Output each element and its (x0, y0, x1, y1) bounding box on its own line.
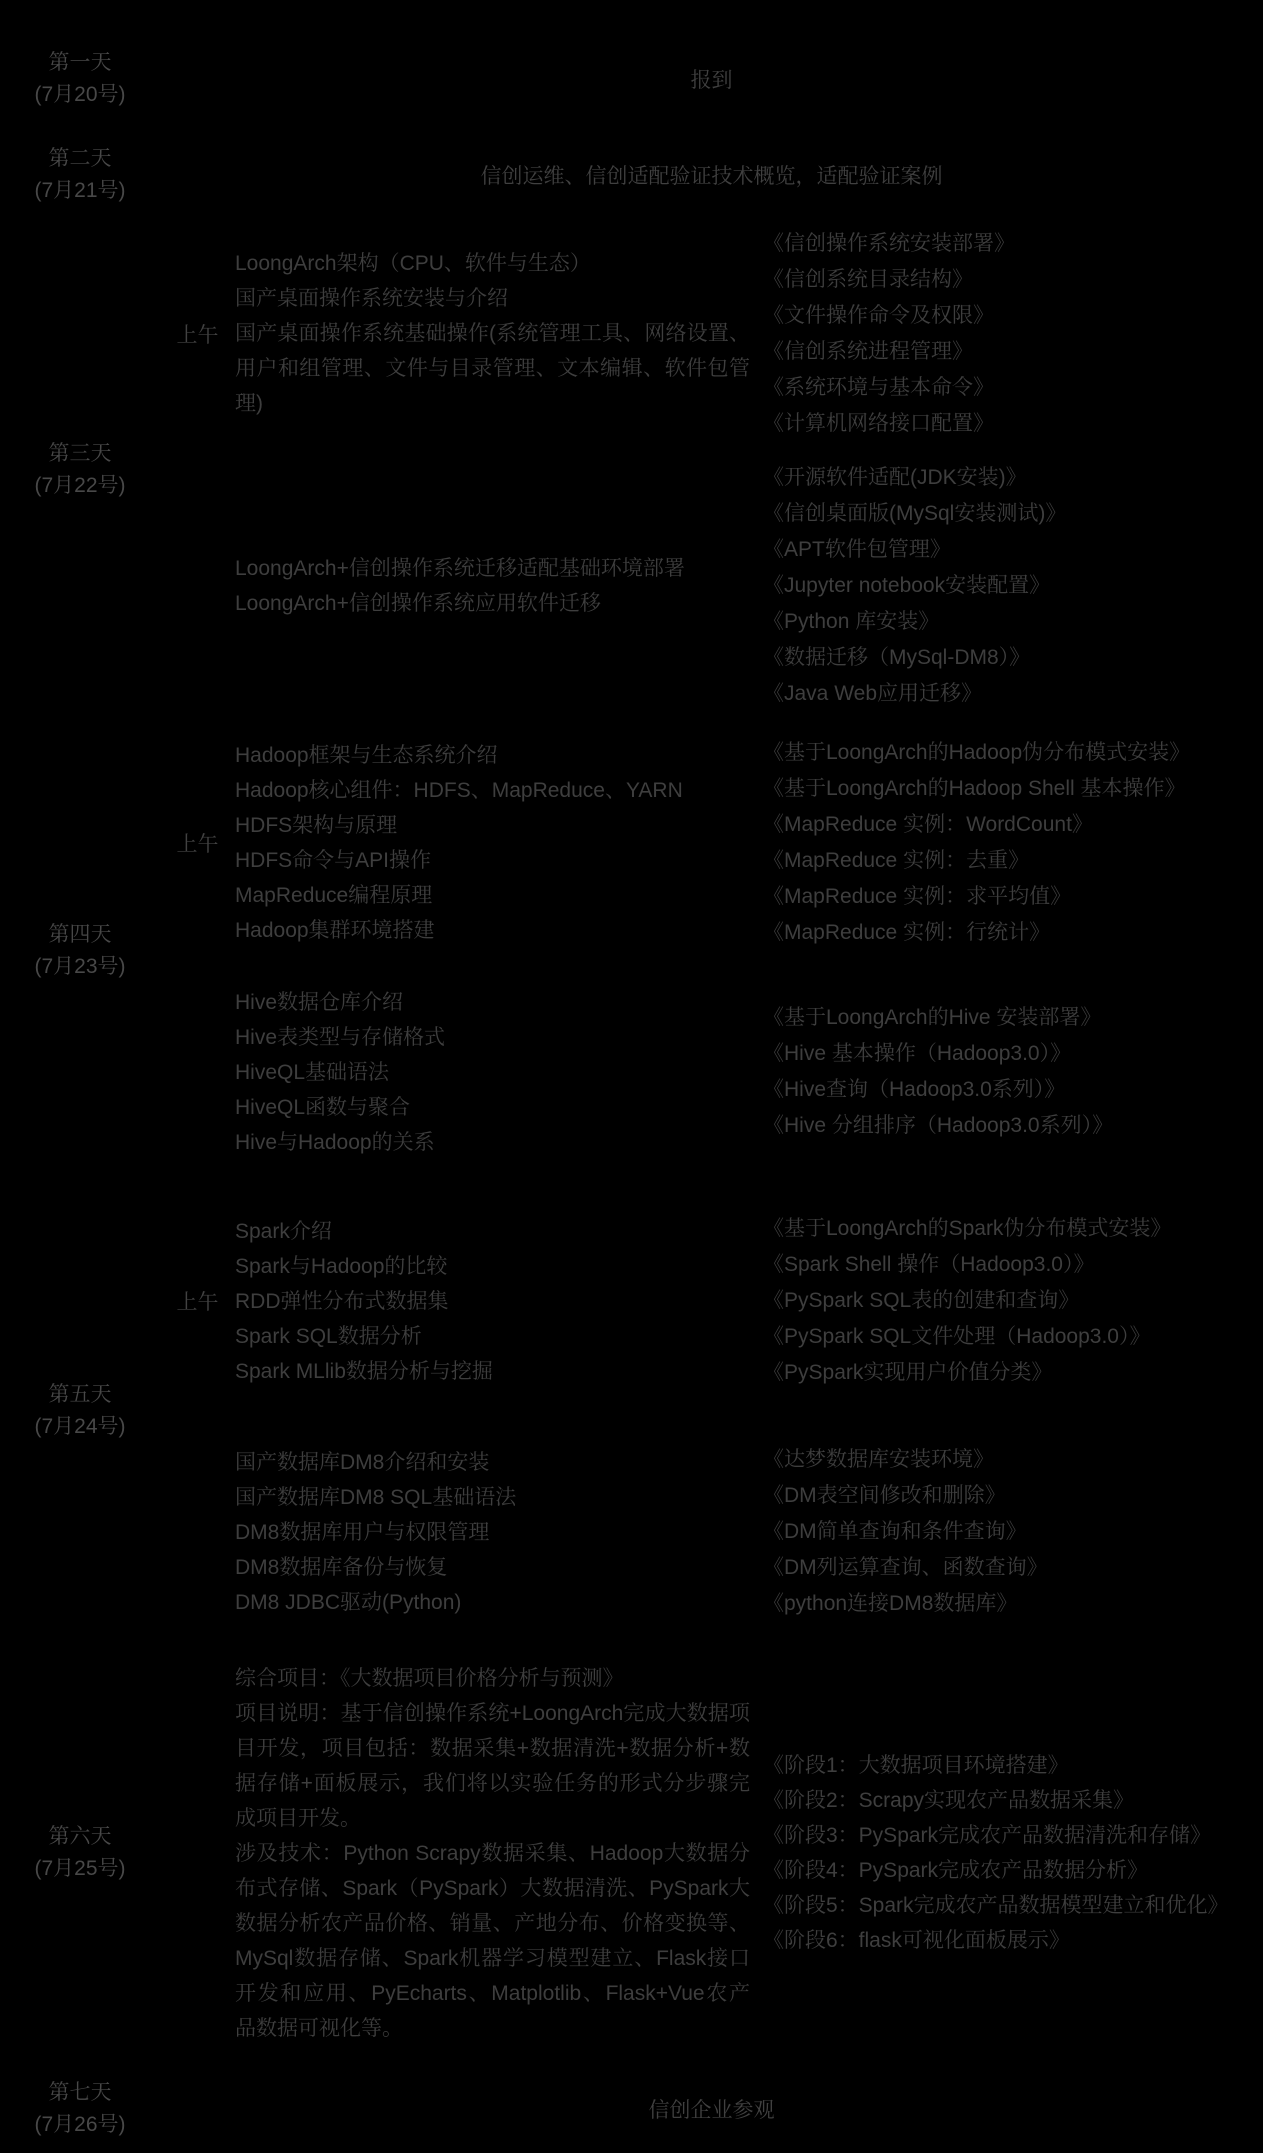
day-row (0, 1642, 1263, 2064)
experiment-item: 《MapReduce 实例：行统计》 (763, 921, 1051, 944)
experiment-item: 《信创系统进程管理》 (763, 339, 973, 363)
session-time-label (160, 450, 235, 722)
row-body (160, 1180, 1263, 1642)
course-list (235, 1180, 750, 1422)
experiment-list (763, 1180, 1263, 1422)
experiment-item: 《基于LoongArch的Spark伪分布模式安装》 (763, 1217, 1172, 1240)
merged-activity: 报到 (690, 69, 733, 92)
course-item: DM8 JDBC驱动(Python) (235, 1590, 462, 1614)
course-item: Hadoop核心组件：HDFS、MapReduce、YARN (235, 779, 683, 802)
row-body (160, 26, 1263, 132)
morning-session (160, 722, 1263, 964)
day-cell (0, 26, 160, 132)
day-name: 第一天 (48, 51, 112, 74)
experiment-item: 《Java Web应用迁移》 (763, 682, 982, 705)
course-list (235, 450, 750, 722)
experiment-item: 《MapReduce 实例：求平均值》 (763, 885, 1072, 908)
experiment-item: 《MapReduce 实例：WordCount》 (763, 813, 1093, 836)
day-date: (7月26号) (34, 2112, 126, 2136)
day-name: 第六天 (48, 1825, 112, 1848)
day-row (0, 722, 1263, 1180)
experiment-list (763, 1422, 1263, 1642)
merged-activity: 信创企业参观 (648, 2098, 775, 2122)
day-cell (0, 722, 160, 1180)
morning-session (160, 1180, 1263, 1422)
day-date: (7月20号) (34, 83, 126, 106)
experiment-item: 《系统环境与基本命令》 (763, 375, 994, 399)
row-body (160, 1642, 1263, 2064)
course-item: Hive表类型与存储格式 (235, 1025, 446, 1049)
day-name: 第三天 (48, 441, 112, 465)
project-paragraph: 涉及技术：Python Scrapy数据采集、Hadoop大数据分布式存储、Spark（PySpark）大数据清洗、PySpark大数据分析农产品价格、销量、产地分布、价格变换等、MySql数据存储、Spark机器学习模型建立、Flask接口开发和应用、PyEcharts、Matplotlib、Flask+Vue农产品数据可视化等。 (235, 1841, 750, 2040)
day-cell (0, 1642, 160, 2064)
course-item: LoongArch架构（CPU、软件与生态） (235, 252, 591, 275)
experiment-item: 《DM表空间修改和删除》 (763, 1484, 1006, 1507)
experiment-item: 《信创操作系统安装部署》 (763, 231, 1015, 255)
day-date: (7月25号) (34, 1857, 126, 1880)
day-cell (0, 217, 160, 722)
project-description (235, 1642, 750, 2064)
session-time-label: 上午 (176, 1291, 219, 1314)
course-item: LoongArch+信创操作系统迁移适配基础环境部署 (235, 557, 685, 580)
day-cell (0, 1180, 160, 1642)
course-list (235, 217, 750, 450)
experiment-item: 《计算机网络接口配置》 (763, 411, 994, 435)
experiment-list (763, 450, 1263, 722)
session-time-label (160, 1422, 235, 1642)
course-item: Hive数据仓库介绍 (235, 990, 404, 1014)
course-item: Spark介绍 (235, 1219, 332, 1243)
project-session (160, 1642, 1263, 2064)
session-time-label (160, 964, 235, 1180)
course-item: 国产数据库DM8 SQL基础语法 (235, 1485, 517, 1509)
session-time-label: 上午 (176, 833, 219, 856)
afternoon-session (160, 450, 1263, 722)
project-paragraph: 项目说明：基于信创操作系统+LoongArch完成大数据项目开发，项目包括：数据采集+数据清洗+数据分析+数据存储+面板展示，我们将以实验任务的形式分步骤完成项目开发。 (235, 1701, 750, 1830)
day-date: (7月24号) (34, 1415, 126, 1438)
afternoon-session (160, 1422, 1263, 1642)
experiment-item: 《开源软件适配(JDK安装)》 (763, 466, 1027, 489)
experiment-list (763, 964, 1263, 1180)
day-date: (7月22号) (34, 473, 126, 497)
afternoon-session (160, 964, 1263, 1180)
experiment-item: 《信创系统目录结构》 (763, 267, 973, 291)
experiment-item: 《基于LoongArch的Hadoop Shell 基本操作》 (763, 777, 1186, 800)
experiment-item: 《Hive 基本操作（Hadoop3.0）》 (763, 1042, 1072, 1065)
day-name: 第四天 (48, 923, 112, 946)
day-date: (7月21号) (34, 178, 126, 202)
merged-activity: 信创运维、信创适配验证技术概览，适配验证案例 (480, 164, 943, 188)
experiment-item: 《MapReduce 实例：去重》 (763, 849, 1030, 872)
course-item: HiveQL基础语法 (235, 1060, 390, 1084)
experiment-item: 《Jupyter notebook安装配置》 (763, 574, 1051, 597)
course-item: Spark SQL数据分析 (235, 1324, 422, 1348)
day-cell (0, 132, 160, 217)
day-row (0, 26, 1263, 132)
morning-session (160, 217, 1263, 450)
course-item: HiveQL函数与聚合 (235, 1095, 411, 1119)
day-name: 第七天 (48, 2080, 112, 2104)
course-list (235, 1422, 750, 1642)
project-paragraph: 综合项目：《大数据项目价格分析与预测》 (235, 1666, 624, 1690)
row-body (160, 132, 1263, 217)
experiment-item: 《DM列运算查询、函数查询》 (763, 1556, 1048, 1579)
experiment-item: 《阶段5：Spark完成农产品数据模型建立和优化》 (763, 1894, 1229, 1917)
row-body (160, 217, 1263, 722)
experiment-item: 《达梦数据库安装环境》 (763, 1448, 994, 1471)
course-item: DM8数据库备份与恢复 (235, 1555, 448, 1579)
day-row (0, 132, 1263, 217)
experiment-item: 《DM简单查询和条件查询》 (763, 1520, 1027, 1543)
experiment-item: 《PySpark SQL文件处理（Hadoop3.0）》 (763, 1325, 1151, 1348)
experiment-item: 《基于LoongArch的Hadoop伪分布模式安装》 (763, 741, 1191, 764)
course-list (235, 964, 750, 1180)
experiment-list (763, 1642, 1263, 2064)
experiment-item: 《阶段1：大数据项目环境搭建》 (763, 1754, 1069, 1777)
experiment-item: 《PySpark SQL表的创建和查询》 (763, 1289, 1080, 1312)
course-item: Spark与Hadoop的比较 (235, 1254, 448, 1278)
course-item: 国产桌面操作系统基础操作(系统管理工具、网络设置、用户和组管理、文件与目录管理、文本编辑、软件包管理) (235, 322, 750, 415)
experiment-list (763, 217, 1263, 450)
day-name: 第二天 (48, 146, 112, 170)
row-body (160, 722, 1263, 1180)
day-row (0, 2064, 1263, 2153)
course-item: 国产数据库DM8介绍和安装 (235, 1450, 490, 1474)
course-item: Hadoop框架与生态系统介绍 (235, 744, 498, 767)
day-date: (7月23号) (34, 955, 126, 978)
course-item: 国产桌面操作系统安装与介绍 (235, 287, 508, 310)
course-item: DM8数据库用户与权限管理 (235, 1520, 490, 1544)
course-item: LoongArch+信创操作系统应用软件迁移 (235, 592, 601, 615)
course-item: Hive与Hadoop的关系 (235, 1130, 435, 1154)
experiment-item: 《python连接DM8数据库》 (763, 1592, 1018, 1615)
day-row (0, 217, 1263, 722)
day-name: 第五天 (48, 1383, 112, 1406)
experiment-item: 《Spark Shell 操作（Hadoop3.0）》 (763, 1253, 1095, 1276)
day-row (0, 1180, 1263, 1642)
experiment-item: 《阶段2：Scrapy实现农产品数据采集》 (763, 1789, 1135, 1812)
course-item: Hadoop集群环境搭建 (235, 919, 435, 942)
session-time-label (160, 1642, 235, 2064)
row-body (160, 2064, 1263, 2153)
course-item: RDD弹性分布式数据集 (235, 1289, 449, 1313)
experiment-list (763, 722, 1263, 964)
experiment-item: 《阶段6：flask可视化面板展示》 (763, 1929, 1070, 1952)
course-list (235, 722, 750, 964)
session-time-label: 上午 (176, 323, 219, 347)
experiment-item: 《APT软件包管理》 (763, 538, 951, 561)
course-item: HDFS架构与原理 (235, 814, 398, 837)
experiment-item: 《阶段4：PySpark完成农产品数据分析》 (763, 1859, 1149, 1882)
experiment-item: 《数据迁移（MySql-DM8）》 (763, 646, 1031, 669)
course-item: HDFS命令与API操作 (235, 849, 432, 872)
experiment-item: 《PySpark实现用户价值分类》 (763, 1361, 1053, 1384)
experiment-item: 《Python 库安装》 (763, 610, 940, 633)
experiment-item: 《Hive 分组排序（Hadoop3.0系列）》 (763, 1114, 1114, 1137)
course-item: MapReduce编程原理 (235, 884, 433, 907)
experiment-item: 《信创桌面版(MySql安装测试)》 (763, 502, 1067, 525)
course-item: Spark MLlib数据分析与挖掘 (235, 1359, 493, 1383)
experiment-item: 《基于LoongArch的Hive 安装部署》 (763, 1006, 1102, 1029)
day-cell (0, 2064, 160, 2153)
experiment-item: 《阶段3：PySpark完成农产品数据清洗和存储》 (763, 1824, 1212, 1847)
experiment-item: 《Hive查询（Hadoop3.0系列）》 (763, 1078, 1066, 1101)
experiment-item: 《文件操作命令及权限》 (763, 303, 994, 327)
